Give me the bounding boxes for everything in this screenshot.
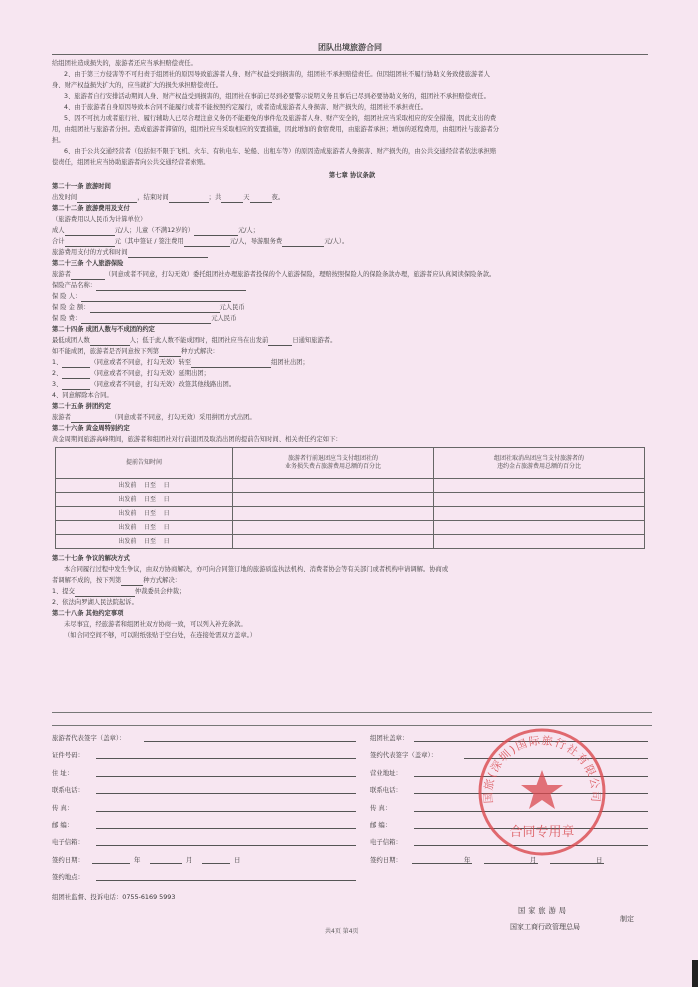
cell-text: 出发前 — [118, 495, 137, 503]
cell-text: 日 — [163, 537, 170, 545]
other-terms-line: （如合同空间不够，可以附纸张贴于空白处，在连接处需双方盖章。） — [64, 632, 257, 639]
min-group-line — [52, 335, 652, 346]
signature-label: 营业地址： — [370, 768, 402, 777]
star-icon — [521, 770, 563, 809]
liability-text: 6、由于公共交通经营者（包括但不限于飞机、火车、有轨电车、轮船、出租车等）的原因造成旅游者人身损害、财产损失的，由公共交通经营者依法承担赔 — [64, 148, 497, 155]
resolution-choice-line — [52, 346, 652, 357]
signature-field[interactable] — [96, 750, 356, 759]
header-line: 旅游者行前退团应当支付组团社的 — [287, 455, 378, 462]
date-field[interactable] — [92, 855, 130, 864]
insurer-field[interactable] — [81, 293, 231, 302]
nights-field[interactable] — [250, 194, 272, 203]
date-unit: 日 — [234, 855, 241, 864]
signature-label: 电子信箱： — [370, 838, 402, 847]
liability-text: 身、财产权益损失扩大的，应当就扩大的损失承担赔偿责任。 — [52, 82, 223, 89]
label: 1、 — [52, 359, 63, 366]
dispute-choice-line — [52, 575, 652, 586]
cell-text: 出发前 — [118, 481, 137, 489]
signature-label: 邮 编： — [52, 821, 74, 829]
signature-field[interactable] — [96, 872, 356, 881]
table-body — [56, 479, 645, 549]
visa-fee-field[interactable] — [184, 238, 230, 247]
group-merge-field[interactable] — [71, 414, 111, 423]
insurance-product-field[interactable] — [96, 282, 246, 291]
label: 保 险 人： — [52, 293, 82, 300]
cell-text: 日 — [163, 509, 170, 517]
tourist-loss-percent-cell[interactable] — [233, 493, 434, 507]
edge-mark — [692, 960, 698, 987]
label: （同意或者不同意，打勾无效）委托组团社办理旅游者投保的个人旅游保险，理赔按照保险人的保险条款办理，旅游者应认真阅读保险条款。 — [104, 271, 496, 278]
signature-label: 电子信箱： — [52, 838, 84, 847]
article-23-title: 第二十三条 个人旅游保险 — [52, 260, 124, 267]
court-line: 2、依法向罗湖人民法院起诉。 — [52, 599, 138, 606]
min-group-field[interactable] — [90, 337, 130, 346]
travel-time-line — [52, 192, 652, 203]
seal-bottom-text: 合同专用章 — [509, 825, 575, 840]
signature-label: 传 真： — [52, 803, 74, 812]
header-line: 违约金占旅游费用总额的百分比 — [496, 463, 581, 470]
payment-line — [52, 247, 652, 258]
insurance-consent-field[interactable] — [71, 271, 105, 280]
signature-label: 签约地点： — [52, 873, 84, 882]
fee-line — [52, 225, 652, 236]
signature-label: 邮 编： — [370, 821, 392, 829]
label: 元/人）。 — [324, 238, 349, 245]
option-3-field[interactable] — [62, 381, 90, 390]
date-field[interactable] — [150, 855, 182, 864]
date-unit: 日 — [596, 855, 603, 864]
cell-text: 日至 — [143, 495, 156, 503]
liability-text: 担。 — [52, 137, 65, 144]
label: 夜。 — [271, 194, 285, 201]
date-unit: 月 — [530, 855, 537, 864]
insurance-line — [52, 269, 652, 280]
article-21-title: 第二十一条 旅游时间 — [52, 183, 111, 190]
label: ；共 — [208, 194, 222, 201]
agency-penalty-percent-cell[interactable] — [434, 493, 645, 507]
label: 保险产品名称： — [52, 282, 97, 289]
insured-amount-line — [52, 302, 652, 313]
signature-label: 旅游者代表签字（盖章）： — [52, 734, 126, 742]
liability-text: 偿责任，组团社应当协助旅游者向公共交通经营者索赔。 — [52, 159, 210, 166]
cell-text: 出发前 — [118, 537, 137, 545]
signature-field[interactable] — [96, 768, 356, 777]
label: 元/人，导游服务费 — [229, 238, 283, 245]
table-row — [56, 535, 645, 549]
premium-field[interactable] — [81, 315, 211, 324]
label: 成人 — [52, 227, 65, 234]
signature-label: 签约代表签字（盖章）： — [370, 751, 438, 760]
label: 元/人； — [238, 227, 260, 234]
header-line: 组团社取消出团应当支付旅游者的 — [493, 455, 584, 462]
table-row — [56, 479, 645, 493]
label: 种方式解决： — [181, 348, 219, 355]
cell-text: 日至 — [143, 481, 156, 489]
signature-field[interactable] — [96, 837, 356, 846]
article-28-title: 第二十八条 其他约定事项 — [52, 610, 124, 617]
depart-time-field[interactable] — [77, 194, 137, 203]
signature-field[interactable] — [96, 785, 356, 794]
option-1-line — [52, 357, 652, 368]
label: 仲裁委员会仲裁； — [134, 588, 186, 595]
seal-ring-text: 国旅(深圳)国际旅行社有限公司 — [481, 734, 603, 804]
table-row — [56, 493, 645, 507]
issuer-industry: 国家工商行政管理总局 — [510, 923, 580, 931]
label: ，结束时间 — [137, 194, 169, 201]
company-seal — [474, 724, 610, 860]
label: （同意或者不同意，打勾无效）改签其他线路出团。 — [90, 381, 236, 388]
days-field[interactable] — [221, 194, 243, 203]
label: 元人民币 — [211, 315, 237, 322]
tourist-loss-percent-cell[interactable] — [233, 507, 434, 521]
agency-penalty-percent-cell[interactable] — [434, 507, 645, 521]
signature-label: 证件号码： — [52, 751, 84, 760]
label: 旅游费用支付的方式和时间 — [52, 249, 128, 256]
signature-field[interactable] — [96, 820, 356, 829]
cell-text: 日至 — [143, 537, 156, 545]
insured-amount-field[interactable] — [90, 304, 220, 313]
date-field[interactable] — [412, 855, 472, 864]
page-header-title: 团队出境旅游合同 — [318, 43, 382, 52]
article-22-title: 第二十二条 旅游费用及支付 — [52, 205, 130, 212]
liability-text: 给组团社造成损失的，旅游者还应当承担赔偿责任。 — [52, 60, 197, 67]
insurance-product-line — [52, 280, 652, 291]
arbitration-field[interactable] — [75, 588, 135, 597]
signature-field[interactable] — [96, 803, 356, 812]
date-field[interactable] — [202, 855, 230, 864]
dispute-line: 本合同履行过程中发生争议，由双方协商解决，亦可向合同签订地的旅游质监执法机构、消费者协会等有关部门或者机构申请调解。协商或 — [64, 566, 449, 573]
header-line: 业务损失费占旅游费用总额的百分比 — [284, 463, 381, 470]
date-unit: 年 — [134, 855, 141, 864]
notify-days-field[interactable] — [268, 337, 292, 346]
label: 种方式解决： — [143, 577, 182, 584]
cell-text: 出发前 — [118, 509, 137, 517]
signature-label: 联系电话： — [52, 786, 84, 795]
label: （同意或者不同意，打勾无效）转至 — [90, 359, 192, 366]
label: 2、 — [52, 370, 63, 377]
resolution-choice-field[interactable] — [159, 348, 181, 357]
cell-text: 日 — [163, 481, 170, 489]
label: 人；低于此人数不能成团时，组团社应当在出发前 — [129, 337, 269, 344]
article-25-title: 第二十五条 拼团约定 — [52, 403, 111, 410]
label: 者调解不成的，按下列第 — [52, 577, 122, 584]
adult-fee-field[interactable] — [65, 227, 115, 236]
cell-text: 出发前 — [118, 523, 137, 531]
contract-body — [52, 58, 652, 641]
article-26-title: 第二十六条 黄金周特别约定 — [52, 425, 130, 432]
issuer-made: 制定 — [620, 915, 634, 923]
signature-label: 签约日期： — [52, 855, 84, 864]
article-24-title: 第二十四条 成团人数与不成团的约定 — [52, 326, 155, 333]
cell-text: 日 — [163, 523, 170, 531]
label: 合计 — [52, 238, 65, 245]
chapter-title: 第七章 协议条款 — [328, 172, 376, 179]
insurer-line — [52, 291, 652, 302]
dispute-choice-field[interactable] — [121, 577, 143, 586]
label: 保 险 金 额： — [52, 304, 90, 311]
label: 1、提交 — [52, 588, 75, 595]
label: 保 险 费： — [52, 315, 82, 322]
label: 天 — [243, 194, 250, 201]
label: （同意或者不同意，打勾无效）延期出团； — [90, 370, 210, 377]
notice-time-cell[interactable] — [56, 535, 233, 549]
label: （同意或者不同意，打勾无效）采用拼团方式出团。 — [110, 414, 256, 421]
label: 出发时间 — [52, 194, 78, 201]
child-fee-field[interactable] — [194, 227, 238, 236]
golden-week-line: 黄金周期间旅游高峰期间，旅游者和组团社对行前退团及取消出团的提前告知时间、相关责任约定如下： — [52, 436, 342, 443]
cell-text: 日 — [163, 495, 170, 503]
signature-label: 住 址： — [52, 768, 74, 777]
label: 旅游者 — [52, 414, 71, 421]
blank-line[interactable] — [52, 712, 652, 713]
date-unit: 年 — [464, 855, 471, 864]
date-unit: 月 — [186, 855, 193, 864]
guide-fee-field[interactable] — [282, 238, 324, 247]
notice-time-cell[interactable] — [56, 479, 233, 493]
option-2-field[interactable] — [62, 370, 90, 379]
option-4-line: 4、同意解除本合同。 — [52, 392, 113, 399]
liability-text: 3、旅游者自行安排活动期间人身、财产权益受到损害的，组团社在事前已尽到必要警示说明义务且事后已尽到必要协助义务的，组团社不承担赔偿责任。 — [64, 93, 490, 100]
tourist-loss-percent-cell[interactable] — [233, 535, 434, 549]
golden-week-table — [55, 447, 645, 549]
page-number: 共4页 第4页 — [325, 928, 359, 935]
label: 3、 — [52, 381, 63, 388]
label: 如不能成团，旅游者是否同意按下列第 — [52, 348, 160, 355]
signature-label: 传 真： — [370, 803, 392, 812]
agency-penalty-percent-cell[interactable] — [434, 521, 645, 535]
agency-penalty-percent-cell[interactable] — [434, 535, 645, 549]
signature-label: 联系电话： — [370, 786, 402, 795]
label: 日通知旅游者。 — [292, 337, 337, 344]
table-row — [56, 521, 645, 535]
total-fee-line — [52, 236, 652, 247]
signature-label: 签约日期： — [370, 855, 402, 864]
arbitration-line — [52, 586, 652, 597]
table-row — [56, 507, 645, 521]
tourist-loss-percent-cell[interactable] — [233, 479, 434, 493]
cell-text: 日至 — [143, 523, 156, 531]
payment-field[interactable] — [128, 249, 208, 258]
agency-penalty-percent-cell[interactable] — [434, 479, 645, 493]
liability-text: 5、因不可抗力或者旅行社、履行辅助人已尽合理注意义务仍不能避免的事件危及旅游者人身、财产安全的，组团社应当采取相应的安全措施，因此支出的费 — [64, 115, 497, 122]
label: 最低成团人数 — [52, 337, 90, 344]
issuer-tourism: 国家旅游局 — [518, 906, 569, 915]
label: 元人民币 — [219, 304, 245, 311]
fee-unit-note: （旅游费用以人民币为计算单位） — [52, 216, 147, 223]
notice-time-cell[interactable] — [56, 507, 233, 521]
table-header — [434, 448, 645, 479]
option-2-line — [52, 368, 652, 379]
supervision-phone: 组团社监督、投诉电话：0755-6169 5993 — [52, 893, 176, 901]
group-merge-line — [52, 412, 652, 423]
table-header: 提前告知时间 — [56, 448, 233, 479]
header-divider — [52, 54, 648, 55]
signature-label: 组团社盖章： — [370, 734, 409, 742]
end-time-field[interactable] — [169, 194, 209, 203]
label: 元/人；儿童（不满12岁的） — [114, 227, 194, 234]
notice-time-cell[interactable] — [56, 521, 233, 535]
label: 旅游者 — [52, 271, 71, 278]
other-terms-line: 未尽事宜，经旅游者和组团社双方协商一致，可以列入补充条款。 — [64, 621, 247, 628]
liability-text: 4、由于旅游者自身原因导致本合同不能履行或者不能按照约定履行，或者造成旅游者人身损害、财产损失的，组团社不承担责任。 — [64, 104, 427, 111]
article-27-title: 第二十七条 争议的解决方式 — [52, 555, 130, 562]
cell-text: 日至 — [143, 509, 156, 517]
signature-row — [52, 872, 652, 884]
premium-line — [52, 313, 652, 324]
tourist-loss-percent-cell[interactable] — [233, 521, 434, 535]
option-3-line — [52, 379, 652, 390]
liability-text: 2、由于第三方侵害等不可归责于组团社的原因导致旅游者人身、财产权益受到损害的，组团社不承担赔偿责任。但因组团社不履行协助义务致使旅游者人 — [64, 71, 490, 78]
transfer-agency-field[interactable] — [191, 359, 271, 368]
table-header — [233, 448, 434, 479]
label: 元（其中签证 / 签注费用 — [114, 238, 184, 245]
signature-field[interactable] — [144, 733, 356, 742]
total-fee-field[interactable] — [65, 238, 115, 247]
option-1-field[interactable] — [62, 359, 90, 368]
liability-text: 用，由组团社与旅游者分担。造成旅游者滞留的，组团社应当采取相应的安置措施，因此增加的食宿费用，由旅游者承担；增加的返程费用，由组团社与旅游者分 — [52, 126, 500, 133]
label: 组团社出团； — [271, 359, 309, 366]
notice-time-cell[interactable] — [56, 493, 233, 507]
